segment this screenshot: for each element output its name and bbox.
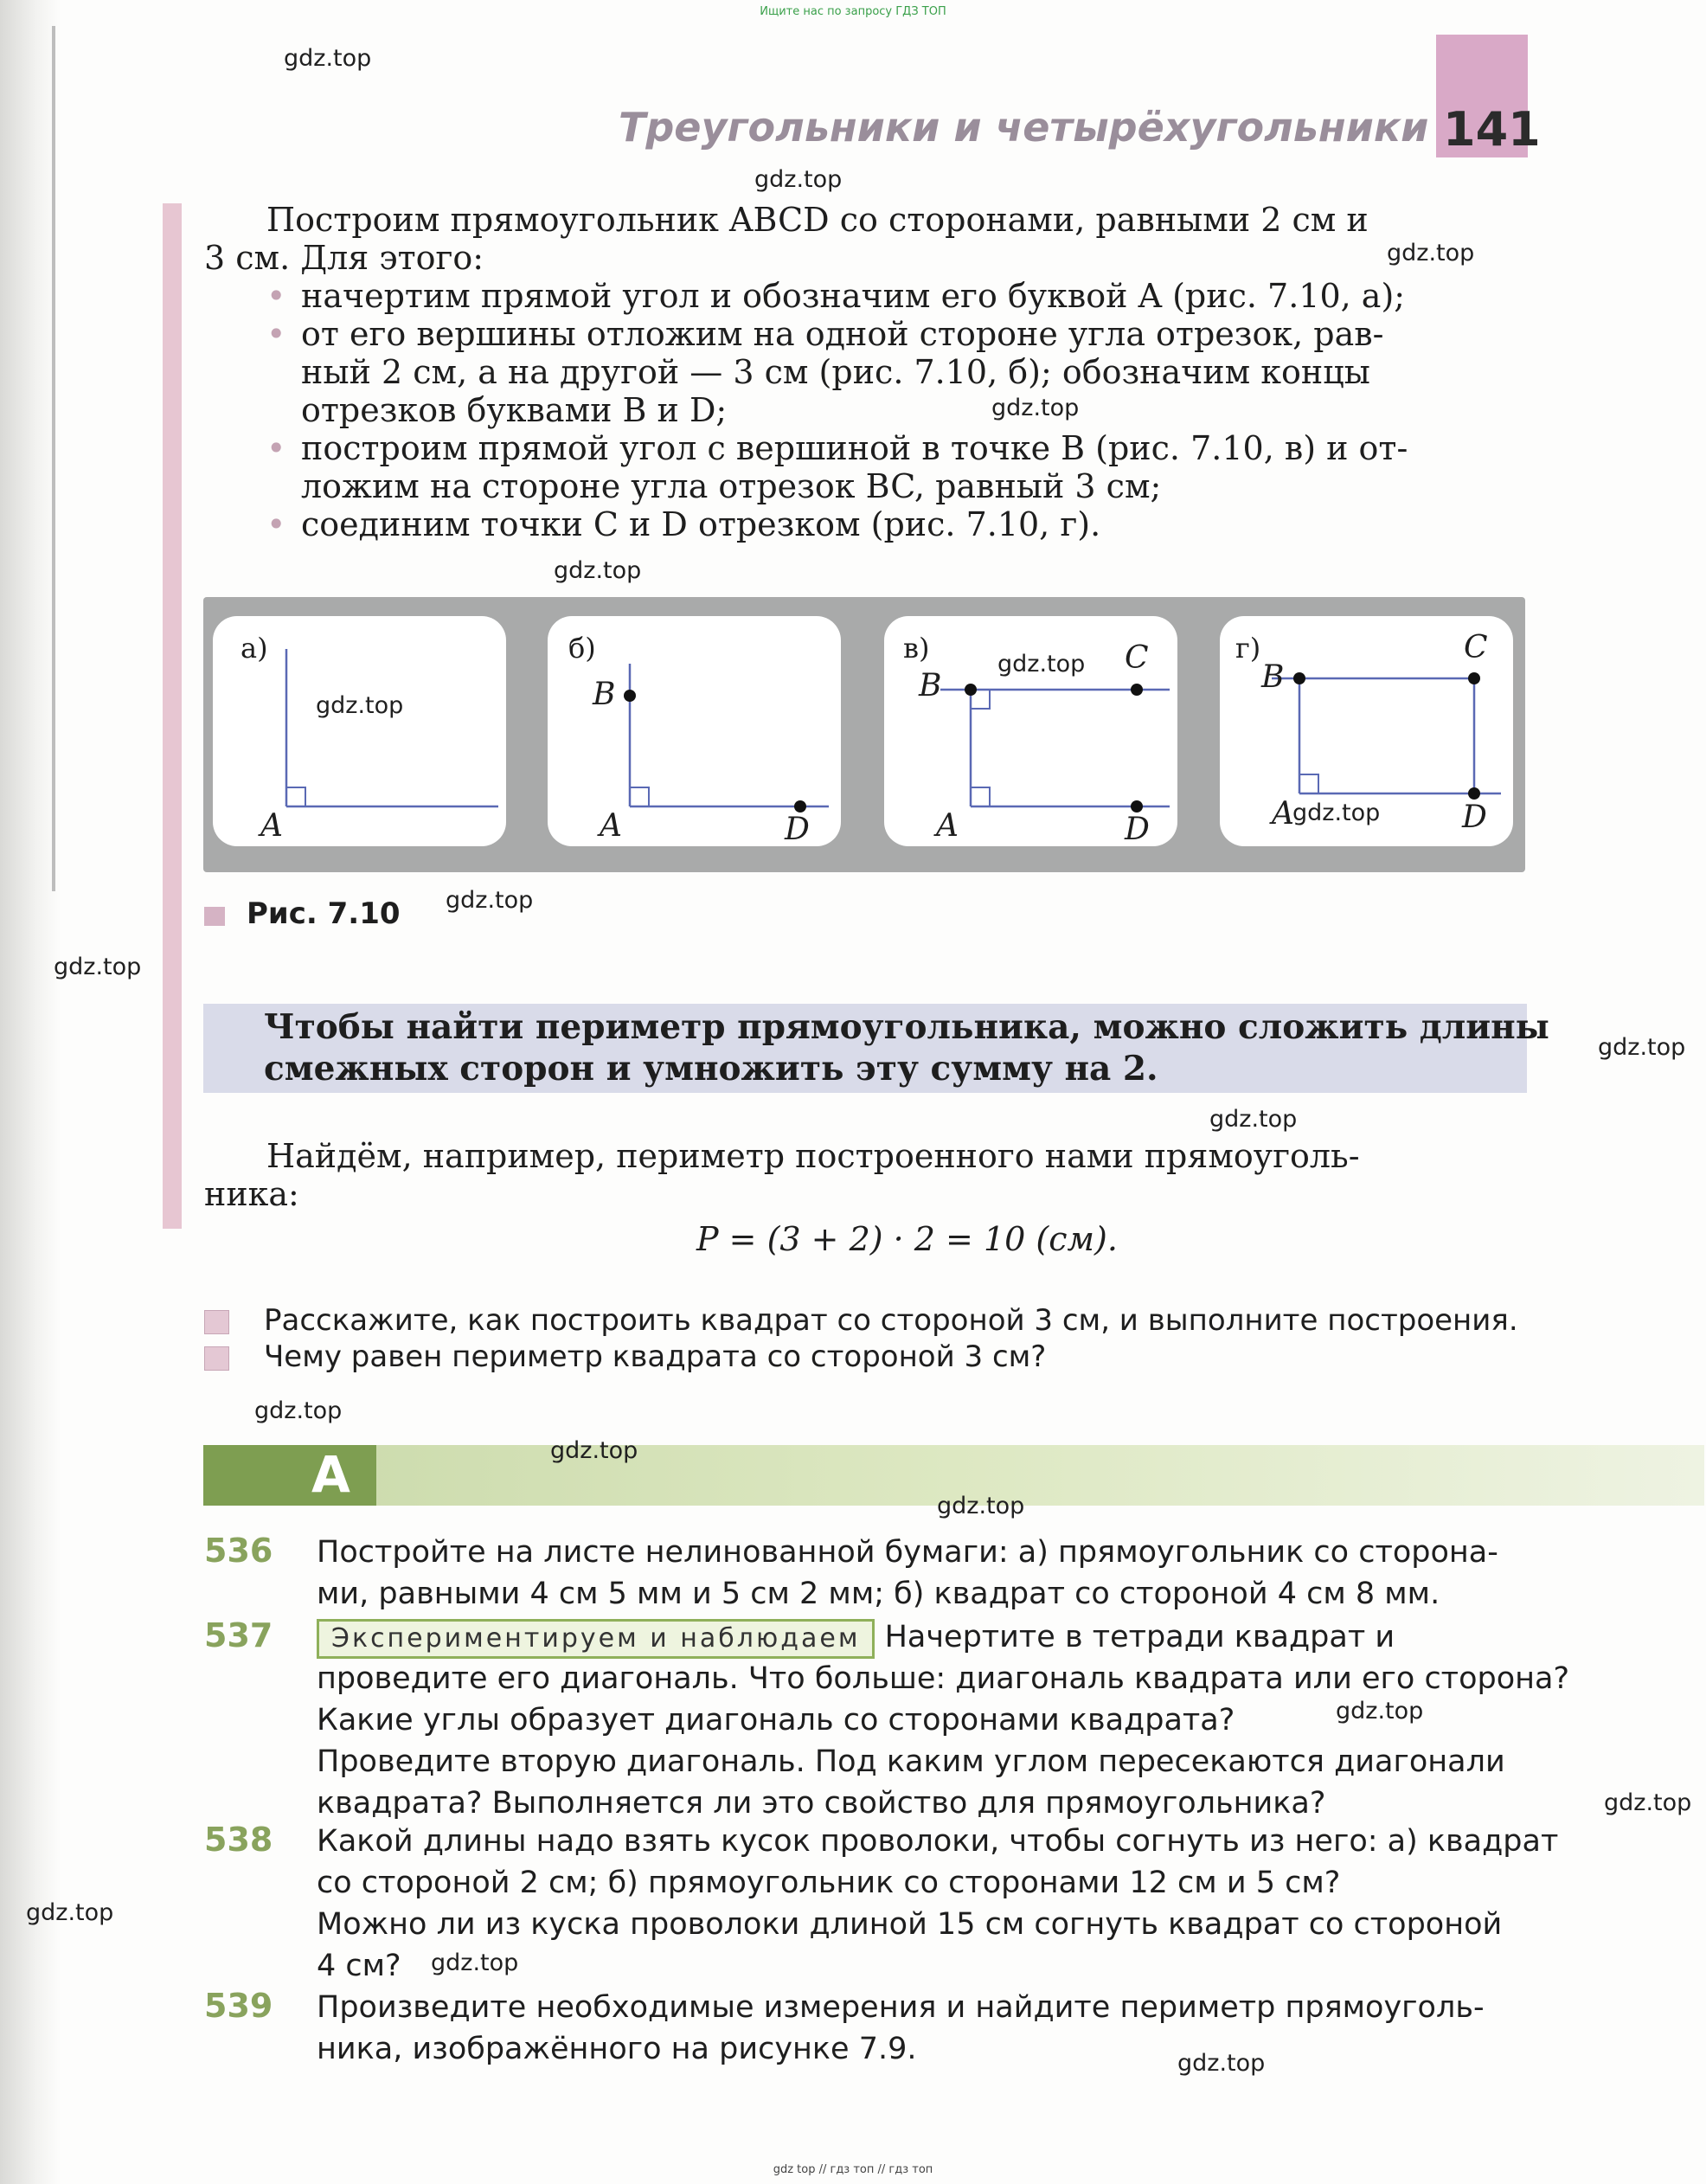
intro-line-2: 3 см. Для этого: [204, 239, 484, 277]
panel-label: б) [568, 632, 596, 665]
point-label-a: A [936, 808, 959, 844]
bullet-icon: • [266, 505, 286, 543]
step-line: отрезков буквами B и D; [301, 391, 728, 429]
watermark-text: gdz.top [316, 692, 404, 719]
experiment-tag: Экспериментируем и наблюдаем [317, 1619, 875, 1659]
exercise-line: ми, равными 4 см 5 мм и 5 см 2 мм; б) квадрат со стороной 4 см 8 мм. [317, 1577, 1440, 1611]
example-line-2: ника: [204, 1175, 299, 1213]
point-label-c: C [1125, 640, 1149, 676]
top-watermark: Ищите нас по запросу ГДЗ ТОП [760, 5, 946, 18]
watermark-text: gdz.top [1336, 1698, 1424, 1725]
rule-line-1: Чтобы найти периметр прямоугольника, можно сложить длины [264, 1007, 1549, 1047]
exercise-line-rest: Начертите в тетради квадрат и [884, 1620, 1395, 1654]
watermark-text: gdz.top [1292, 800, 1381, 826]
step-line: начертим прямой угол и обозначим его буквой A (рис. 7.10, а); [301, 277, 1406, 315]
page-edge-line [52, 26, 55, 891]
bullet-icon: • [266, 429, 286, 467]
exercise-line: Какой длины надо взять кусок проволоки, чтобы согнуть из него: а) квадрат [317, 1824, 1559, 1859]
bullet-icon: • [266, 315, 286, 353]
watermark-text: gdz.top [997, 651, 1086, 678]
point-label-b: B [593, 677, 616, 712]
watermark-text: gdz.top [550, 1437, 638, 1464]
watermark-text: gdz.top [446, 887, 534, 914]
perimeter-formula: P = (3 + 2) · 2 = 10 (см). [696, 1220, 1118, 1258]
question-square-icon [204, 1310, 229, 1334]
exercise-line: со стороной 2 см; б) прямоугольник со сторонами 12 см и 5 см? [317, 1866, 1341, 1900]
watermark-text: gdz.top [1209, 1106, 1298, 1133]
watermark-text: gdz.top [284, 45, 372, 72]
exercise-line: Проведите вторую диагональ. Под каким углом пересекаются диагонали [317, 1744, 1505, 1779]
exercise-number: 536 [204, 1532, 273, 1570]
footer-watermark: gdz top // гдз топ // гдз топ [773, 2163, 933, 2176]
watermark-text: gdz.top [754, 166, 843, 193]
point-label-b: B [919, 668, 942, 703]
step-line: соединим точки C и D отрезком (рис. 7.10, г). [301, 505, 1101, 543]
watermark-text: gdz.top [554, 557, 642, 584]
rule-line-2: смежных сторон и умножить эту сумму на 2. [264, 1049, 1158, 1089]
point-label-a: A [1272, 796, 1294, 832]
exercise-line: квадрата? Выполняется ли это свойство для прямоугольника? [317, 1786, 1326, 1821]
panel-label: г) [1235, 632, 1261, 665]
question-line: Расскажите, как построить квадрат со стороной 3 см, и выполните построения. [264, 1303, 1518, 1338]
watermark-text: gdz.top [1387, 240, 1475, 267]
step-line: ложим на стороне угла отрезок BC, равный 3 см; [301, 467, 1162, 505]
watermark-text: gdz.top [254, 1397, 343, 1424]
section-label-box [203, 1445, 376, 1506]
watermark-text: gdz.top [431, 1950, 519, 1976]
step-line: ный 2 см, а на другой — 3 см (рис. 7.10, б); обозначим концы [301, 353, 1370, 391]
example-line-1: Найдём, например, периметр построенного нами прямоуголь- [266, 1137, 1360, 1175]
exercise-line: Можно ли из куска проволоки длиной 15 см согнуть квадрат со стороной [317, 1907, 1503, 1942]
figure-7-10 [203, 597, 1525, 872]
page-number: 141 [1443, 102, 1541, 157]
exercise-line [317, 1616, 1395, 1659]
step-line: построим прямой угол с вершиной в точке B (рис. 7.10, в) и от- [301, 429, 1408, 467]
point-label-d: D [1462, 800, 1487, 835]
question-line: Чему равен периметр квадрата со стороной 3 см? [264, 1339, 1047, 1374]
figure-panel-b [548, 616, 841, 846]
point-label-d: D [785, 812, 810, 847]
figure-caption: Рис. 7.10 [247, 896, 401, 931]
exercise-line: 4 см? [317, 1949, 401, 1983]
step-line: от его вершины отложим на одной стороне угла отрезок, рав- [301, 315, 1384, 353]
exercise-number: 538 [204, 1821, 273, 1859]
point-label-a: A [260, 808, 283, 844]
watermark-text: gdz.top [1604, 1789, 1692, 1816]
exercise-number: 539 [204, 1987, 273, 2025]
point-label-b: B [1261, 659, 1285, 695]
question-square-icon [204, 1346, 229, 1371]
point-label-c: C [1464, 630, 1488, 665]
intro-line-1: Построим прямоугольник ABCD со сторонами, равными 2 см и [266, 201, 1369, 239]
watermark-text: gdz.top [937, 1493, 1025, 1519]
exercise-line: проведите его диагональ. Что больше: диагональ квадрата или его сторона? [317, 1661, 1570, 1696]
exercise-line: Какие углы образует диагональ со сторонами квадрата? [317, 1703, 1235, 1738]
exercise-line: ника, изображённого на рисунке 7.9. [317, 2032, 917, 2066]
watermark-text: gdz.top [1177, 2050, 1266, 2077]
chapter-title: Треугольники и четырёхугольники [619, 104, 1429, 151]
watermark-text: gdz.top [1598, 1034, 1686, 1061]
panel-label: а) [241, 632, 268, 665]
watermark-text: gdz.top [991, 395, 1080, 421]
panel-label: в) [903, 632, 930, 665]
point-label-a: A [600, 808, 622, 844]
bullet-icon: • [266, 277, 286, 315]
figure-panel-a [213, 616, 506, 846]
point-label-d: D [1125, 812, 1150, 847]
exercise-number: 537 [204, 1616, 273, 1654]
margin-accent-bar [163, 203, 182, 1229]
exercise-line: Постройте на листе нелинованной бумаги: а) прямоугольник со сторона- [317, 1535, 1498, 1570]
exercise-line: Произведите необходимые измерения и найдите периметр прямоуголь- [317, 1990, 1485, 2025]
watermark-text: gdz.top [26, 1899, 114, 1926]
watermark-text: gdz.top [54, 954, 142, 980]
section-letter: A [311, 1445, 350, 1504]
caption-square-icon [204, 907, 225, 926]
